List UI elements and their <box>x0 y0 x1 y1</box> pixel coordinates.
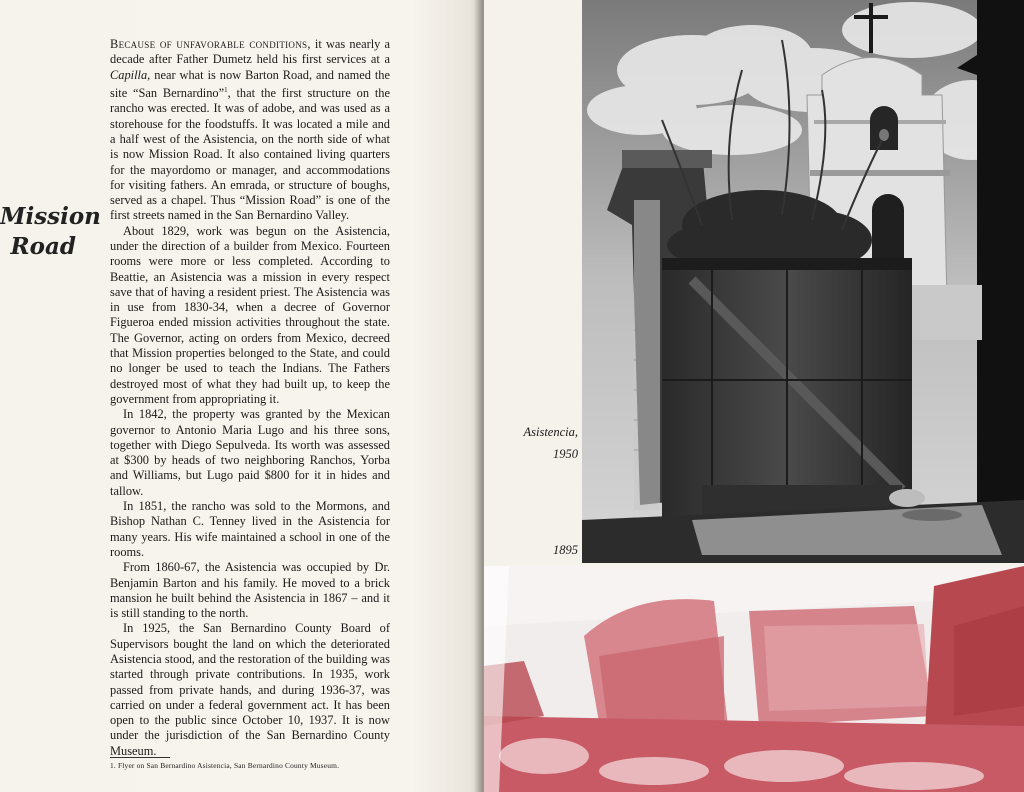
asistencia-1895-photo <box>484 566 1024 792</box>
photo-caption-year-1950: 1950 <box>553 447 578 461</box>
article-body <box>110 37 390 759</box>
paragraph-5: From 1860-67, the Asistencia was occupied by Dr. Benjamin Barton and his family. He moved to a brick mansion he built behind the Asistencia in 1867 – and it is still standing to the north. <box>110 560 390 621</box>
footnote-rule <box>110 757 170 758</box>
lead-in-smallcaps: Because of unfavorable conditions, <box>110 37 311 51</box>
paragraph-1-text-c: , that the first structure on the rancho was erected. It was of adobe, and was used as a storehouse for the foodstuffs. It was located a mile and a half west of the Asistencia, on the north side of what is now Mission Road. It also contained living quarters for the mayordomo or manager, and accommodations for visiting fathers. An emrada, or structure of boughs, served as a chapel. Thus “Mission Road” is one of the first streets named in the San Bernardino Valley. <box>110 86 390 223</box>
photo-caption-year-1895: 1895 <box>553 543 578 557</box>
paragraph-1-text-a: it was nearly a decade after Father Dumetz held his first services at a <box>110 37 390 67</box>
footnote: 1. Flyer on San Bernardino Asistencia, San Bernardino County Museum. <box>110 761 340 770</box>
section-title-line-2: Road <box>10 233 76 260</box>
photo-caption-place: Asistencia, <box>523 425 578 439</box>
section-title-line-1: Mission <box>0 203 101 230</box>
paragraph-3: In 1842, the property was granted by the Mexican governor to Antonio Maria Lugo and his three sons, together with Diego Sepulveda. Its worth was assessed at $300 by heads of two neighboring Ranchos, Yorba and Williams, but Lugo paid $800 for it in hides and tallow. <box>110 407 390 498</box>
section-title <box>0 202 100 262</box>
paragraph-4: In 1851, the rancho was sold to the Mormons, and Bishop Nathan C. Tenney lived in the Asistencia for many years. His wife maintained a school in one of the rooms. <box>110 499 390 559</box>
paragraph-6: In 1925, the San Bernardino County Board of Supervisors bought the land on which the deteriorated Asistencia stood, and the restoration of the building was started through private contributions. In 1935, work passed from private hands, and during 1936-37, was carried on under a federal government act. It has been open to the public since October 10, 1937. It is now under the jurisdiction of the San Bernardino County Museum. <box>110 621 390 758</box>
capilla-term: Capilla, <box>110 67 151 82</box>
footnote-marker: 1 <box>224 85 228 94</box>
asistencia-1950-photo <box>582 0 1024 563</box>
left-page <box>0 0 484 792</box>
paragraph-1 <box>110 37 390 224</box>
paragraph-2: About 1829, work was begun on the Asistencia, under the direction of a builder from Mexico. Fourteen rooms were more or less completed. According to Beattie, an Asistencia was a mission in every respect save that of having a resident priest. The Asistencia was in use from 1830-34, when a decree of Governor Figueroa ended mission activities throughout the state. The Governor, acting on orders from Mexico, decreed that Mission properties belonged to the State, and could no longer be used to teach the Indians. The Fathers destroyed most of what they had built up, to keep the government from appropriating it. <box>110 223 390 406</box>
paragraph-1-text-b: near what is now Barton Road, and named the site “San Bernardino” <box>110 67 390 101</box>
